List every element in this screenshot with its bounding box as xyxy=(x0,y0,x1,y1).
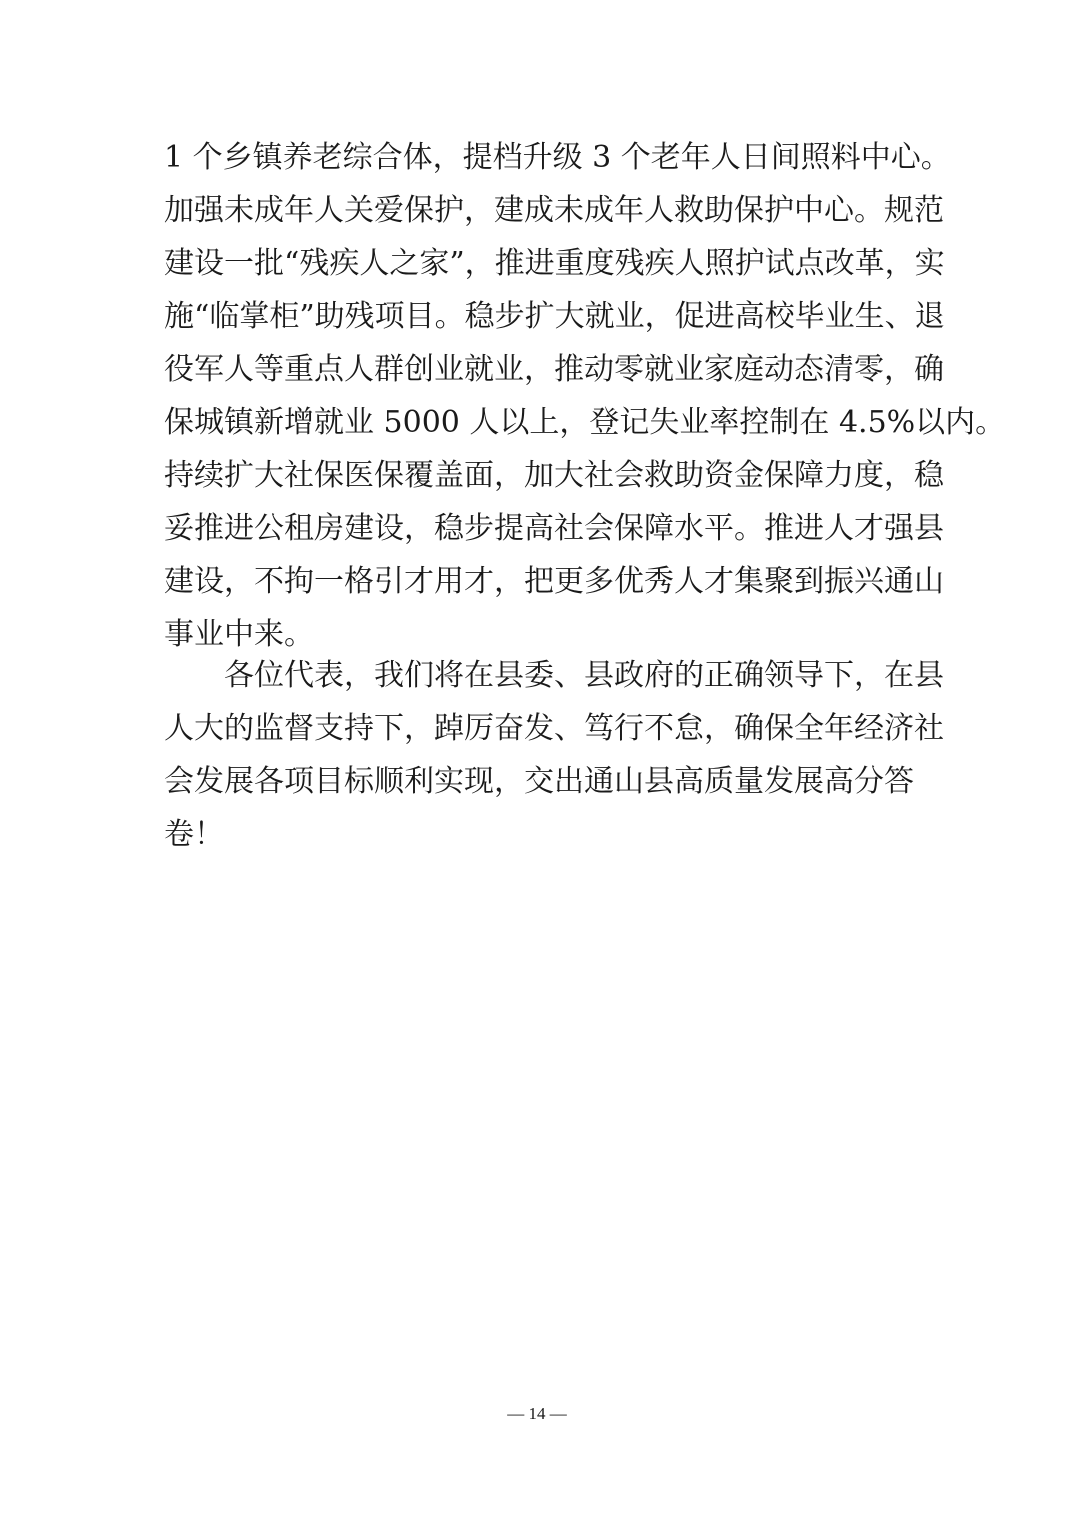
text-line: 施“临掌柜”助残项目。稳步扩大就业，促进高校毕业生、退 xyxy=(164,299,945,334)
text-line: 建设，不拘一格引才用才，把更多优秀人才集聚到振兴通山 xyxy=(164,564,944,599)
text-line: 役军人等重点人群创业就业，推动零就业家庭动态清零，确 xyxy=(164,352,944,387)
text-line: 卷！ xyxy=(164,817,224,852)
page-number: — 14 — xyxy=(507,1404,567,1423)
text-line: 事业中来。 xyxy=(164,617,314,652)
text-line: 加强未成年人关爱保护，建成未成年人救助保护中心。规范 xyxy=(164,193,944,228)
text-line: 保城镇新增就业 5000 人以上，登记失业率控制在 4.5%以内。 xyxy=(164,405,1006,440)
text-line: 建设一批“残疾人之家”，推进重度残疾人照护试点改革，实 xyxy=(164,246,945,281)
text-line: 妥推进公租房建设，稳步提高社会保障水平。推进人才强县 xyxy=(164,511,944,546)
text-line: 会发展各项目标顺利实现，交出通山县高质量发展高分答 xyxy=(164,764,914,799)
text-line: 1 个乡镇养老综合体，提档升级 3 个老年人日间照料中心。 xyxy=(164,140,951,175)
paragraph-2 xyxy=(164,649,944,861)
text-line: 人大的监督支持下，踔厉奋发、笃行不怠，确保全年经济社 xyxy=(164,711,944,746)
text-line: 持续扩大社保医保覆盖面，加大社会救助资金保障力度，稳 xyxy=(164,458,944,493)
paragraph-1 xyxy=(164,131,1006,661)
text-line: 各位代表，我们将在县委、县政府的正确领导下，在县 xyxy=(224,658,944,693)
